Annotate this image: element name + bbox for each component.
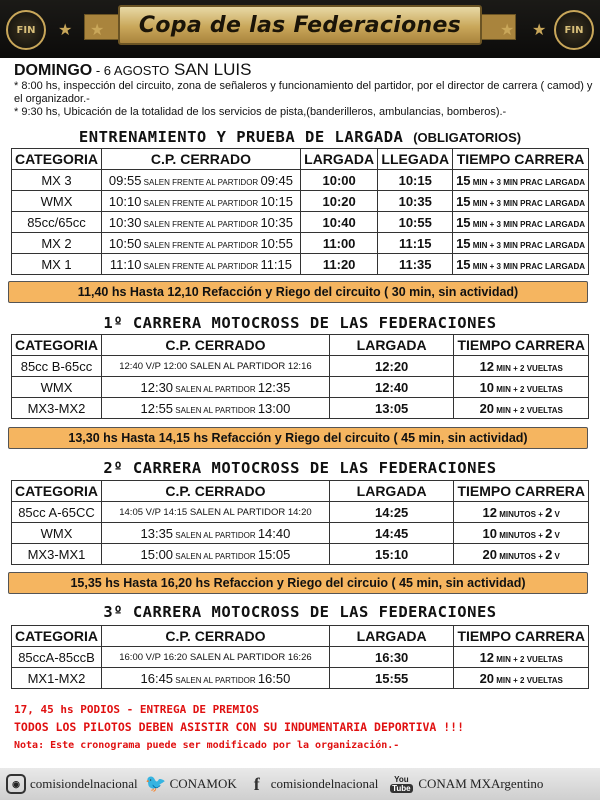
duration-extra: MIN + 3 MIN PRAC LARGADA (470, 177, 585, 187)
duration-cell (454, 377, 589, 398)
table-row (12, 502, 589, 523)
duration-num: 12 (479, 649, 495, 665)
page-title: Copa de las Federaciones (138, 12, 462, 38)
table-row (12, 254, 589, 275)
col-tiempo-carrera: TIEMPO CARRERA (454, 335, 589, 356)
facebook-icon: f (253, 773, 260, 794)
cp-cell (101, 170, 300, 191)
col-largada: LARGADA (329, 481, 454, 502)
duration-extra: MINUTOS + (497, 530, 546, 540)
cp-cell (101, 544, 329, 565)
cp-close: 14:40 (257, 525, 291, 541)
table-row (12, 377, 589, 398)
duration-extra: MIN + 2 VUELTAS (494, 654, 563, 664)
cp-open: 12:30 (140, 379, 174, 395)
cp-mid: SALEN FRENTE AL PARTIDOR (141, 177, 261, 187)
cp-mid: SALEN AL PARTIDOR (173, 530, 258, 540)
duration-num: 10 (479, 379, 495, 395)
table-row (12, 356, 589, 377)
twitter-handle: CONAMOK (169, 776, 237, 791)
duration-extra: MIN + 2 VUELTAS (494, 363, 563, 373)
duration-cell (454, 544, 589, 565)
end-cell: 11:35 (378, 254, 453, 275)
cp-open: 09:55 (108, 172, 142, 188)
cp-open: 10:10 (108, 193, 142, 209)
cp-close: 10:35 (260, 214, 293, 230)
end-cell: 11:15 (378, 233, 453, 254)
category-cell: MX1-MX2 (12, 668, 102, 689)
laps-count: 2 (545, 504, 553, 520)
star-icon: ★ (58, 22, 73, 39)
facebook-handle: comisiondelnacional (270, 776, 379, 791)
youtube-you-text: You (394, 775, 409, 784)
category-cell: MX 1 (12, 254, 102, 275)
duration-extra: MIN + 3 MIN PRAC LARGADA (470, 219, 585, 229)
table-header-row (12, 626, 589, 647)
laps-unit: V (552, 530, 560, 540)
pause-banner-3: 15,35 hs Hasta 16,20 hs Refaccion y Riego del circuio ( 45 min, sin actividad) (8, 572, 588, 594)
cp-cell (101, 191, 300, 212)
category-cell: WMX (12, 377, 102, 398)
race2-title: 2º CARRERA MOTOCROSS DE LAS FEDERACIONES (103, 459, 497, 477)
duration-num: 10 (482, 525, 497, 541)
note-2: * 9:30 hs, Ubicación de la totalidad de los servicios de pista,(banderilleros, ambulancias, bomberos).- (14, 106, 507, 118)
duration-extra: MIN + 3 MIN PRAC LARGADA (470, 240, 585, 250)
col-categoria: CATEGORIA (12, 626, 102, 647)
title-ribbon (118, 5, 482, 45)
race1-table (11, 334, 589, 419)
disclaimer-note: Nota: Este cronograma puede ser modificado por la organización.- (14, 740, 400, 751)
facebook-link[interactable] (247, 774, 379, 794)
table-row (12, 668, 589, 689)
cp-mid: SALEN FRENTE AL PARTIDOR (141, 261, 261, 271)
race3-title: 3º CARRERA MOTOCROSS DE LAS FEDERACIONES (103, 603, 497, 621)
col-tiempo-carrera: TIEMPO CARRERA (454, 481, 589, 502)
duration-cell (453, 212, 589, 233)
table-header-row (12, 149, 589, 170)
duration-num: 15 (456, 193, 471, 209)
table-row (12, 212, 589, 233)
day-line (14, 60, 594, 80)
category-cell: WMX (12, 191, 102, 212)
table-header-row (12, 481, 589, 502)
start-cell: 11:00 (300, 233, 377, 254)
twitter-link[interactable] (146, 774, 237, 794)
twitter-icon: 🐦 (145, 774, 167, 793)
duration-cell (454, 647, 589, 668)
federation-emblem-left: FIN (6, 10, 46, 50)
duration-extra: MIN + 2 VUELTAS (494, 675, 563, 685)
col-cp-cerrado: C.P. CERRADO (101, 149, 300, 170)
start-cell: 14:45 (329, 523, 454, 544)
category-cell: MX3-MX2 (12, 398, 102, 419)
start-cell: 10:20 (300, 191, 377, 212)
duration-num: 20 (482, 546, 497, 562)
training-subtitle: (OBLIGATORIOS) (413, 130, 522, 145)
col-cp-cerrado: C.P. CERRADO (101, 481, 329, 502)
race3-table (11, 625, 589, 689)
cp-close: 13:00 (257, 400, 291, 416)
duration-extra: MIN + 3 MIN PRAC LARGADA (470, 198, 585, 208)
cp-cell (101, 523, 329, 544)
federation-emblem-right: FIN (554, 10, 594, 50)
pause-banner-1: 11,40 hs Hasta 12,10 Refacción y Riego del circuito ( 30 min, sin actividad) (8, 281, 588, 303)
youtube-link[interactable] (388, 771, 543, 797)
table-row (12, 647, 589, 668)
category-cell: MX 2 (12, 233, 102, 254)
cp-cell (101, 668, 329, 689)
laps-count: 2 (545, 546, 553, 562)
duration-cell (453, 254, 589, 275)
cp-close: 12:35 (257, 379, 291, 395)
end-cell: 10:15 (378, 170, 453, 191)
cp-mid: SALEN AL PARTIDOR (173, 405, 258, 415)
start-cell: 16:30 (329, 647, 454, 668)
end-cell: 10:55 (378, 212, 453, 233)
training-title (0, 128, 600, 146)
start-cell: 12:40 (329, 377, 454, 398)
cp-open: 12:55 (140, 400, 174, 416)
training-title-text: ENTRENAMIENTO Y PRUEBA DE LARGADA (78, 128, 404, 146)
cp-open: 10:50 (108, 235, 142, 251)
category-cell: 85ccA-85ccB (12, 647, 102, 668)
youtube-icon (388, 771, 414, 797)
duration-num: 15 (456, 235, 471, 251)
instagram-icon: ◉ (6, 774, 26, 794)
cp-close: 09:45 (260, 172, 293, 188)
col-categoria: CATEGORIA (12, 149, 102, 170)
col-tiempo-carrera: TIEMPO CARRERA (454, 626, 589, 647)
cp-mid: SALEN FRENTE AL PARTIDOR (141, 198, 261, 208)
cp-cell (101, 212, 300, 233)
duration-cell (453, 191, 589, 212)
col-largada: LARGADA (329, 335, 454, 356)
table-row (12, 544, 589, 565)
col-largada: LARGADA (329, 626, 454, 647)
cp-cell: 16:00 V/P 16:20 SALEN AL PARTIDOR 16:26 (101, 647, 329, 668)
duration-cell (454, 356, 589, 377)
date: - 6 AGOSTO (92, 63, 170, 78)
cp-cell (101, 377, 329, 398)
cp-cell: 14:05 V/P 14:15 SALEN AL PARTIDOR 14:20 (101, 502, 329, 523)
cp-open: 16:45 (140, 670, 174, 686)
header-banner (0, 0, 600, 58)
duration-extra: MINUTOS + (497, 509, 546, 519)
table-row (12, 170, 589, 191)
duration-extra: MIN + 3 MIN PRAC LARGADA (470, 261, 585, 271)
laps-unit: V (552, 551, 560, 561)
table-row (12, 191, 589, 212)
star-icon: ★ (90, 22, 105, 39)
day: DOMINGO (14, 62, 93, 79)
cp-mid: SALEN AL PARTIDOR (173, 675, 258, 685)
end-cell: 10:35 (378, 191, 453, 212)
duration-num: 12 (479, 358, 495, 374)
cp-open: 13:35 (140, 525, 174, 541)
cp-cell (101, 233, 300, 254)
social-bar (0, 768, 600, 800)
attire-notice: TODOS LOS PILOTOS DEBEN ASISTIR CON SU INDUMENTARIA DEPORTIVA !!! (14, 720, 465, 734)
duration-extra: MINUTOS + (497, 551, 546, 561)
cp-cell: 12:40 V/P 12:00 SALEN AL PARTIDOR 12:16 (101, 356, 329, 377)
category-cell: 85cc/65cc (12, 212, 102, 233)
youtube-channel: CONAM MXArgentino (418, 776, 544, 791)
cp-open: 10:30 (108, 214, 142, 230)
pause-banner-2: 13,30 hs Hasta 14,15 hs Refacción y Riego del circuito ( 45 min, sin actividad) (8, 427, 588, 449)
table-header-row (12, 335, 589, 356)
race2-table (11, 480, 589, 565)
category-cell: MX 3 (12, 170, 102, 191)
duration-num: 20 (479, 670, 495, 686)
cp-cell (101, 254, 300, 275)
col-largada: LARGADA (300, 149, 377, 170)
duration-num: 15 (456, 214, 471, 230)
cp-open: 11:10 (109, 256, 142, 272)
youtube-tube-text: Tube (392, 784, 411, 793)
col-tiempo-carrera: TIEMPO CARRERA (453, 149, 589, 170)
duration-cell (454, 502, 589, 523)
note-1: * 8:00 hs, inspección del circuito, zona de señaleros y funcionamiento del partidor, por el director de carrera ( camod) y el organizador.- (14, 80, 593, 105)
start-cell: 15:10 (329, 544, 454, 565)
category-cell: 85cc B-65cc (12, 356, 102, 377)
duration-cell (454, 668, 589, 689)
category-cell: 85cc A-65CC (12, 502, 102, 523)
instagram-handle: comisiondelnacional (30, 776, 138, 791)
category-cell: MX3-MX1 (12, 544, 102, 565)
duration-cell (453, 170, 589, 191)
laps-count: 2 (545, 525, 553, 541)
place: SAN LUIS (169, 60, 252, 79)
cp-close: 11:15 (260, 256, 293, 272)
training-table (11, 148, 589, 275)
star-icon: ★ (532, 22, 547, 39)
star-icon: ★ (500, 22, 515, 39)
start-cell: 15:55 (329, 668, 454, 689)
duration-cell (454, 523, 589, 544)
laps-unit: V (552, 509, 560, 519)
col-categoria: CATEGORIA (12, 481, 102, 502)
cp-mid: SALEN FRENTE AL PARTIDOR (141, 240, 261, 250)
podium-line: 17, 45 hs PODIOS - ENTREGA DE PREMIOS (14, 703, 260, 716)
cp-close: 15:05 (257, 546, 291, 562)
col-llegada: LLEGADA (378, 149, 453, 170)
category-cell: WMX (12, 523, 102, 544)
race1-title: 1º CARRERA MOTOCROSS DE LAS FEDERACIONES (103, 314, 497, 332)
start-cell: 14:25 (329, 502, 454, 523)
duration-extra: MIN + 2 VUELTAS (494, 405, 563, 415)
start-cell: 12:20 (329, 356, 454, 377)
col-cp-cerrado: C.P. CERRADO (101, 626, 329, 647)
duration-num: 20 (479, 400, 495, 416)
start-cell: 10:40 (300, 212, 377, 233)
cp-cell (101, 398, 329, 419)
table-row (12, 233, 589, 254)
start-cell: 11:20 (300, 254, 377, 275)
cp-close: 10:15 (260, 193, 293, 209)
col-categoria: CATEGORIA (12, 335, 102, 356)
duration-cell (454, 398, 589, 419)
duration-num: 15 (456, 256, 471, 272)
cp-close: 16:50 (257, 670, 291, 686)
cp-mid: SALEN FRENTE AL PARTIDOR (141, 219, 261, 229)
cp-close: 10:55 (260, 235, 293, 251)
col-cp-cerrado: C.P. CERRADO (101, 335, 329, 356)
start-cell: 10:00 (300, 170, 377, 191)
instagram-link[interactable] (6, 774, 138, 794)
start-cell: 13:05 (329, 398, 454, 419)
duration-num: 12 (482, 504, 497, 520)
duration-cell (453, 233, 589, 254)
duration-num: 15 (456, 172, 471, 188)
cp-mid: SALEN AL PARTIDOR (173, 551, 258, 561)
duration-extra: MIN + 2 VUELTAS (494, 384, 563, 394)
table-row (12, 523, 589, 544)
cp-mid: SALEN AL PARTIDOR (173, 384, 258, 394)
cp-open: 15:00 (140, 546, 174, 562)
intro (14, 60, 594, 119)
table-row (12, 398, 589, 419)
